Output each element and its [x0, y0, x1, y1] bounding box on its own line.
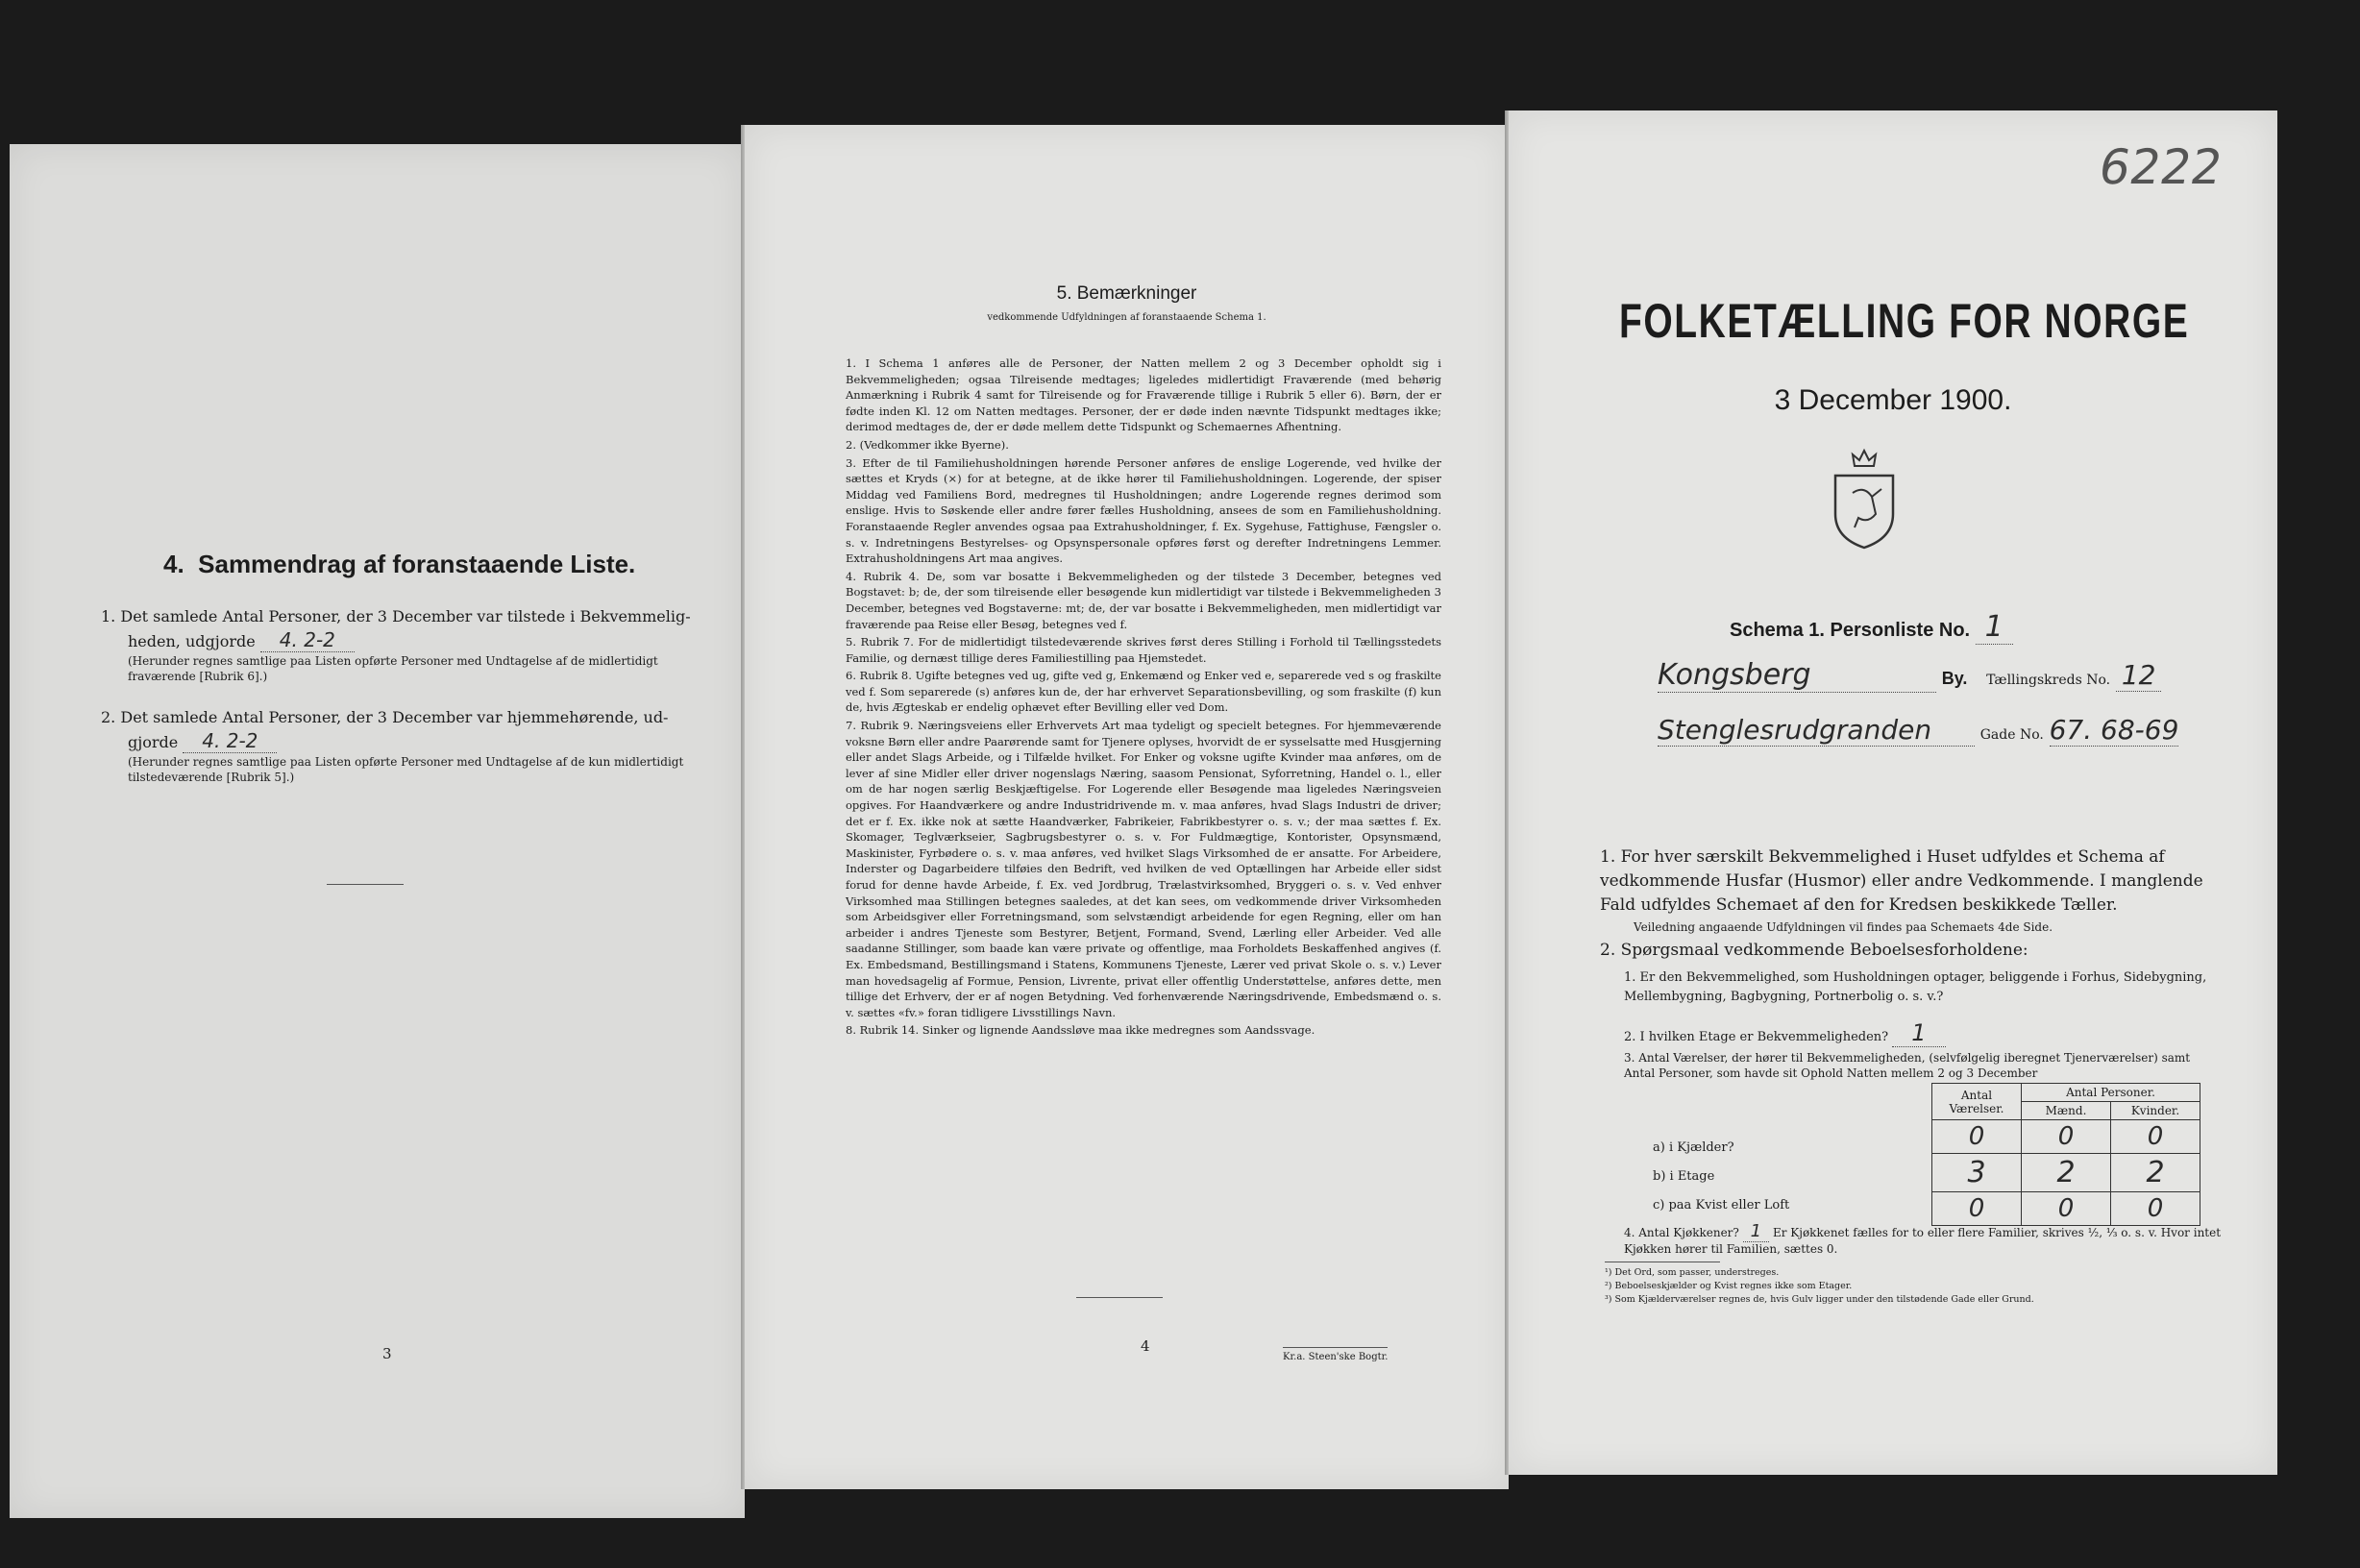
remark-1: 1. I Schema 1 anføres alle de Personer, der Natten mellem 2 og 3 December opholdt sig i Bekvemmeligheden; ogsaa Tilreisende medtages; ligeledes midlertidigt Fraværende (med behørig Anmærkning i Rubrik 4 samt for Tilreisende og for Fraværende tillige i Rubrik 5 eller 6). Børn, der er fødte inden Kl. 12 om Natten medtages. Personer, der er døde inden nævnte Tidspunkt medtages ikke; derimod medtages de, der er døde mellem dette Tidspunkt og Schemaernes Afhentning.	[846, 356, 1441, 434]
gade-no: 67. 68-69	[2049, 714, 2179, 746]
page-number: 4	[1141, 1337, 1150, 1355]
item2-value: 4. 2-2	[183, 729, 277, 753]
col-women: Kvinder.	[2111, 1102, 2200, 1120]
remarks-heading: 5. Bemærkninger	[1056, 283, 1197, 304]
item1-value: 4. 2-2	[260, 628, 355, 652]
remark-3: 3. Efter de til Familiehusholdningen hørende Personer anføres de enslige Logerende, ved hvilke der sættes et Kryds (×) for at betegne, at de ikke hører til Familiehusholdningen. Logerende, der spiser Middag ved Familiens Bord, medregnes til Husholdningen; andre Logerende regnes derimod som enslige. Hvis to Søskende eller andre fører fælles Husholdning, ansees de som en Familiehusholdning. Foranstaaende Regler anvendes ogsaa paa Extrahusholdninger, f. Ex. Sygehuse, Fattighuse, Fængsler o. s. v. Indretningens Bestyrelses- og Opsynspersonale opføres først og derefter Indretningens Lemmer. Extrahusholdningens Art maa angives.	[846, 455, 1441, 566]
q4-answer: 1	[1743, 1221, 1769, 1242]
remark-7: 7. Rubrik 9. Næringsveiens eller Erhvervets Art maa tydeligt og specielt betegnes. For hjemmeværende voksne Børn eller andre Paarørende samt for Tjenere oplyses, hvorvidt de er sysselsatte med Husgjerning eller andet Slags Arbeide, og i Tilfælde hvilket. For Enker og voksne ugifte Kvinder maa anføres, om de lever af sine Midler eller driver nogenslags Næring, saasom Pensionat, Syforretning, Handel o. l., eller om de har nogen særlig Beskjæftigelse. For Logerende eller Besøgende maa ligeledes Næringsveien opgives. For Haandværkere og andre Industridrivende m. v. maa anføres, hvad Slags Industri de driver; det er f. Ex. ikke nok at sætte Haandværker, Fabrikeier, Fabrikbestyrer o. s. v.; der maa sættes f. Ex. Skomager, Teglværkseier, Sagbrugsbestyrer o. s. v. For Fuldmægtige, Kontorister, Opsynsmænd, Maskinister, Fyrbødere o. s. v. maa anføres, ved hvilket Slags Virksomhed de er ansatte. For Arbeidere, Inderster og Dagarbeidere tilføies den Bedrift, ved hvilken de ved Optællingen har Arbeide eller sidst forud for denne havde Arbeide, f. Ex. ved Jordbrug, Trælastvirksomhed, Bryggeri o. s. v. Ved enhver Virksomhed maa Stillingen betegnes saaledes, at det kan sees, om vedkommende driver Virksomheden som Arbeidsgiver eller Forretningsmand, som selvstændigt arbeidende for egen Regning, eller om han arbeider i andres Tjeneste som Bestyrer, Betjent, Formand, Svend, Lærling eller Arbeider. Ved alle saadanne Stillinger, som baade kan være private og offentlige, maa Forholdets Beskaffenhed angives (f. Ex. Embedsmand, Bestillingsmand i Statens, Kommunens Tjeneste, Lærer ved privat Skole o. s. v.) Lever man hovedsagelig af Formue, Pension, Livrente, privat eller offentlig Understøttelse, anføres dette, men tillige det Erhverv, der er af nogen Betydning. Ved forhenværende Næringsdrivende, Embedsmænd o. s. v. sættes «fv.» foran tidligere Livsstillings Navn.	[846, 719, 1441, 1019]
summary-heading: 4. Sammendrag af foranstaaende Liste.	[163, 550, 636, 578]
row-label-a: a) i Kjælder?	[1653, 1140, 1734, 1155]
archive-number: 6222	[2094, 139, 2227, 195]
page-number: 3	[382, 1345, 392, 1362]
printer-imprint: Kr.a. Steen'ske Bogtr.	[1283, 1347, 1388, 1365]
remark-5: 5. Rubrik 7. For de midlertidigt tilstedeværende skrives først deres Stilling i Forhold til Tællingsstedets Familie, og dernæst tillige deres Familiestilling paa Hjemstedet.	[846, 635, 1441, 665]
question-2: 2. I hvilken Etage er Bekvemmeligheden? 1	[1624, 1023, 2239, 1047]
question-4: 4. Antal Kjøkkener? 1 Er Kjøkkenet fælles for to eller flere Familier, skrives ½, ⅓ o. s. v. Hvor intet Kjøkken hører til Familien, sættes 0.	[1624, 1221, 2222, 1256]
remark-2: 2. (Vedkommer ikke Byerne).	[846, 437, 1009, 452]
table-row: 3 2 2	[1932, 1154, 2200, 1192]
instruction-1-note: Veiledning angaaende Udfyldningen vil findes paa Schemaets 4de Side.	[1634, 920, 2053, 934]
remarks-subheading: vedkommende Udfyldningen af foranstaaende Schema 1.	[987, 312, 1266, 323]
footnotes: ¹) Det Ord, som passer, understreges. ²) Beboelseskjælder og Kvist regnes ikke som Etager. ³) Som Kjælderværelser regnes de, hvis Gulv ligger under den tilstødende Gade eller Grund.	[1605, 1267, 2034, 1305]
col-persons-group: Antal Personer.	[2022, 1084, 2200, 1102]
row-label-b: b) i Etage	[1653, 1169, 1715, 1184]
row-label-c: c) paa Kvist eller Loft	[1653, 1198, 1790, 1213]
divider	[327, 884, 404, 885]
remark-4: 4. Rubrik 4. De, som var bosatte i Bekvemmeligheden og der tilstede 3 December, betegnes ved Bogstavet: b; de, der som tilreisende eller besøgende kun midlertidigt var tilstede i Bekvemmeligheden 3 December, betegnes ved Bogstaverne: mt; de, der var bosatte i Bekvemmeligheden, men midlertidigt var fraværende paa Reise eller Besøg, betegnes ved f.	[846, 569, 1441, 631]
page-middle	[745, 125, 1509, 1489]
table-row: 0 0 0	[1932, 1192, 2200, 1226]
remarks-list	[846, 355, 1441, 1041]
remark-8: 8. Rubrik 14. Sinker og lignende Aandssløve maa ikke medregnes som Aandssvage.	[846, 1023, 1315, 1038]
col-men: Mænd.	[2022, 1102, 2111, 1120]
instruction-2: 2. Spørgsmaal vedkommende Beboelsesforholdene:	[1600, 941, 2028, 960]
occupancy-table	[1931, 1083, 2200, 1226]
place-line: Kongsberg By. Tællingskreds No. 12	[1658, 658, 2253, 693]
summary-item-2: 2. Det samlede Antal Personer, der 3 December var hjemmehørende, ud- gjorde 4. 2-2 (Herunder regnes samtlige paa Listen opførte Personer med Undtagelse af de kun midlertidigt tilstedeværende [Rubrik 5].)	[101, 708, 684, 784]
street-name: Stenglesrudgranden	[1658, 714, 1975, 747]
page-left	[10, 144, 745, 1518]
schema-line: Schema 1. Personliste No. 1	[1730, 610, 2013, 644]
table-row: 0 0 0	[1932, 1120, 2200, 1154]
q2-answer: 1	[1892, 1019, 1945, 1047]
instruction-1: 1. For hver særskilt Bekvemmelighed i Huset udfyldes et Schema af vedkommende Husfar (Husmor) eller andre Vedkommende. I manglende Fald udfyldes Schemaet af den for Kredsen beskikkede Tæller.	[1600, 847, 2203, 915]
page-title: FOLKETÆLLING FOR NORGE	[1619, 294, 2190, 348]
schema-no: 1	[1976, 610, 2013, 645]
remark-6: 6. Rubrik 8. Ugifte betegnes ved ug, gifte ved g, Enkemænd og Enker ved e, separerede ved s og fraskilte ved f. Som separerede (s) anføres kun de, der har erhvervet Separationsbevilling, og som fraskilte (f) kun de, hvis Ægteskab er endelig ophævet efter Bevilling eller ved Dom.	[846, 669, 1441, 715]
divider	[1076, 1297, 1163, 1298]
coat-of-arms-icon	[1826, 447, 1903, 556]
place-name: Kongsberg	[1658, 658, 1936, 693]
street-line: Stenglesrudgranden Gade No. 67. 68-69	[1658, 714, 2179, 746]
col-rooms: Antal Værelser.	[1932, 1084, 2022, 1120]
question-3: 3. Antal Værelser, der hører til Bekvemmeligheden, (selvfølgelig iberegnet Tjenerværelser) samt Antal Personer, som havde sit Ophold Natten mellem 2 og 3 December	[1624, 1051, 2191, 1080]
census-date: 3 December 1900.	[1774, 384, 2012, 416]
summary-item-1: 1. Det samlede Antal Personer, der 3 December var tilstede i Bekvemmelig- heden, udgjorde 4. 2-2 (Herunder regnes samtlige paa Listen opførte Personer med Undtagelse af de midlertidigt fraværende [Rubrik 6].)	[101, 607, 691, 683]
question-1: 1. Er den Bekvemmelighed, som Husholdningen optager, beliggende i Forhus, Sidebygning, Mellembygning, Bagbygning, Portnerbolig o. s. v.?	[1624, 970, 2207, 1004]
page-right	[1509, 110, 2277, 1475]
kreds-no: 12	[2116, 659, 2162, 692]
